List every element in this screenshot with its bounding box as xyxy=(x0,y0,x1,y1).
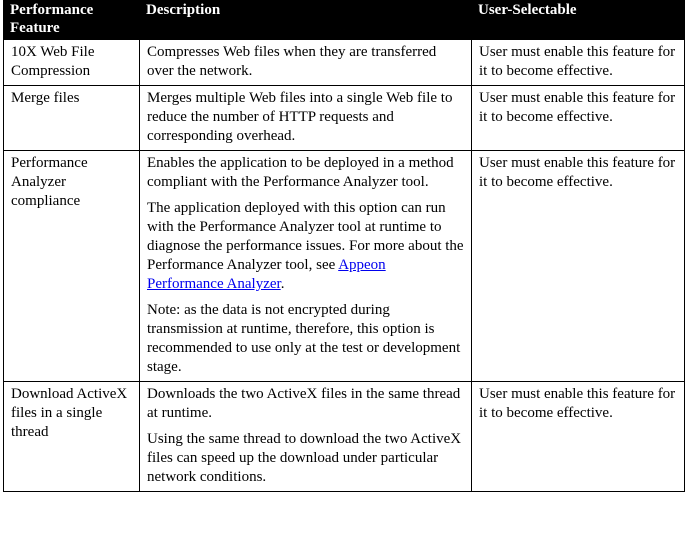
feature-cell: 10X Web File Compression xyxy=(4,40,140,86)
header-performance-feature: Performance Feature xyxy=(4,1,140,40)
table-header-row xyxy=(4,1,685,40)
user-selectable-cell: User must enable this feature for it to become effective. xyxy=(472,86,685,151)
description-text-end: . xyxy=(280,276,285,292)
description-note: Note: as the data is not encrypted during transmission at runtime, therefore, this option is recommended to use only at the test or development stage. xyxy=(147,302,461,375)
feature-cell: Performance Analyzer compliance xyxy=(4,151,140,382)
description-cell xyxy=(140,40,472,86)
header-description: Description xyxy=(140,1,472,40)
description-paragraph: Using the same thread to download the two ActiveX files can speed up the download under particular network conditions. xyxy=(147,431,462,485)
user-selectable-cell: User must enable this feature for it to become effective. xyxy=(472,40,685,86)
description-paragraph: Downloads the two ActiveX files in the same thread at runtime. xyxy=(147,386,461,421)
description-paragraph: Compresses Web files when they are transferred over the network. xyxy=(147,44,437,79)
table-row xyxy=(4,86,685,151)
user-selectable-cell: User must enable this feature for it to become effective. xyxy=(472,151,685,382)
performance-features-table xyxy=(3,0,685,492)
description-paragraph xyxy=(147,199,464,294)
feature-cell: Merge files xyxy=(4,86,140,151)
description-cell xyxy=(140,151,472,382)
description-cell xyxy=(140,86,472,151)
table-row xyxy=(4,382,685,492)
table-row xyxy=(4,151,685,382)
appeon-performance-analyzer-link[interactable]: Appeon Performance Analyzer xyxy=(147,257,386,292)
description-cell xyxy=(140,382,472,492)
description-paragraph: Merges multiple Web files into a single Web file to reduce the number of HTTP requests and corresponding overhead. xyxy=(147,90,453,144)
header-user-selectable: User-Selectable xyxy=(472,1,685,40)
description-text: The application deployed with this option can run with the Performance Analyzer tool at runtime to diagnose the performance issues. For more about the Performance Analyzer tool, see xyxy=(147,200,464,273)
feature-cell: Download ActiveX files in a single thread xyxy=(4,382,140,492)
user-selectable-cell: User must enable this feature for it to become effective. xyxy=(472,382,685,492)
description-paragraph: Enables the application to be deployed in a method compliant with the Performance Analyzer tool. xyxy=(147,155,454,190)
table-row xyxy=(4,40,685,86)
